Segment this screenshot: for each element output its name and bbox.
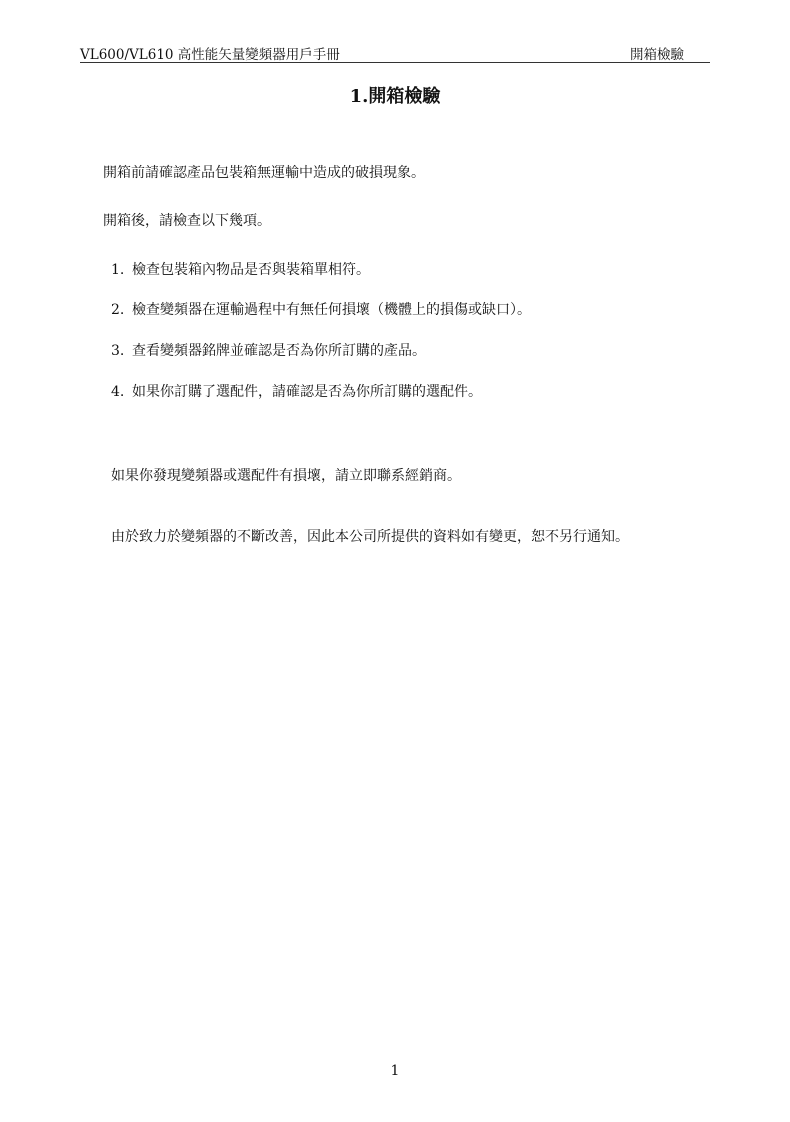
checklist-item — [111, 259, 370, 279]
checklist-text: 檢查包裝箱內物品是否與裝箱單相符。 — [132, 262, 370, 278]
checklist-number: 4. — [111, 384, 125, 400]
checklist-number: 3. — [111, 343, 125, 359]
checklist-number: 1. — [111, 262, 125, 278]
page-header — [80, 40, 710, 63]
checklist-text: 檢查變頻器在運輸過程中有無任何損壞（機體上的損傷或缺口）。 — [132, 302, 531, 318]
page-number: 1 — [390, 1063, 400, 1079]
checklist-text: 如果你訂購了選配件，請確認是否為你所訂購的選配件。 — [132, 384, 482, 400]
intro-paragraph-1: 開箱前請確認產品包裝箱無運輸中造成的破損現象。 — [103, 165, 425, 181]
section-title: 1.開箱檢驗 — [349, 86, 441, 107]
contact-note: 如果你發現變頻器或選配件有損壞，請立即聯系經銷商。 — [111, 468, 461, 484]
checklist-number: 2. — [111, 302, 125, 318]
checklist-text: 查看變頻器銘牌並確認是否為你所訂購的產品。 — [132, 343, 426, 359]
intro-paragraph-2: 開箱後，請檢查以下幾項。 — [103, 213, 271, 229]
header-doc-title: VL600/VL610 高性能矢量變頻器用戶手冊 — [80, 47, 340, 63]
checklist-item — [111, 340, 426, 360]
checklist-item — [111, 381, 482, 401]
header-section: 開箱檢驗 — [630, 47, 684, 63]
checklist-item — [111, 299, 531, 319]
change-notice: 由於致力於變頻器的不斷改善，因此本公司所提供的資料如有變更，恕不另行通知。 — [111, 529, 629, 545]
